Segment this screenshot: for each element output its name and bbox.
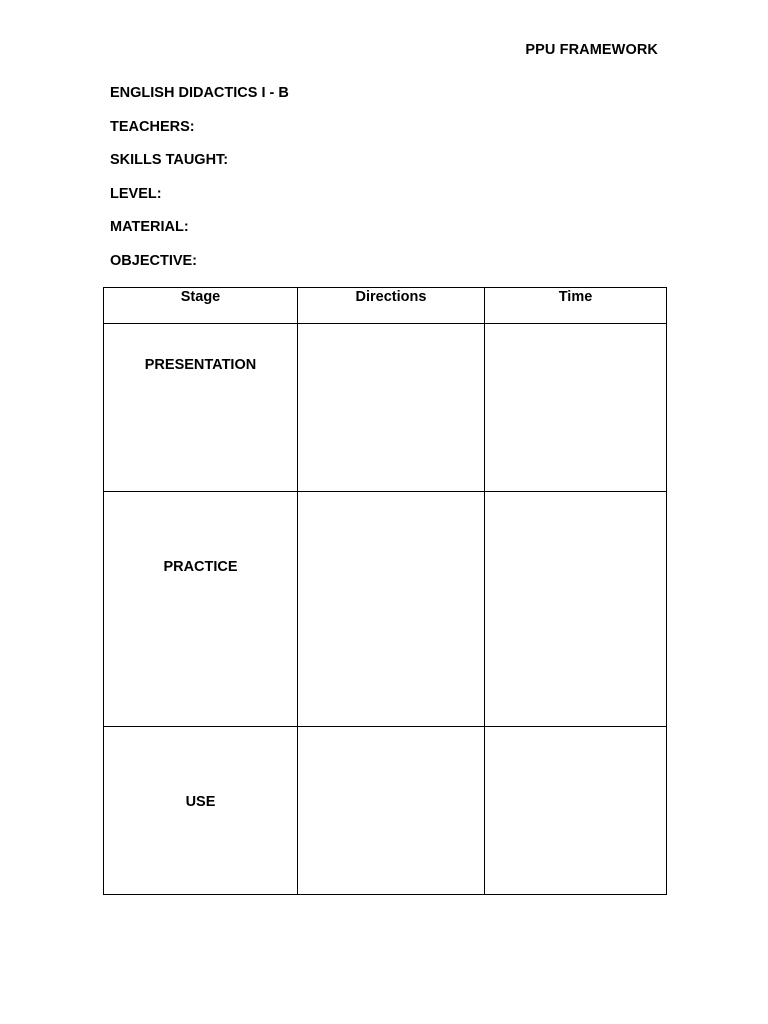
header-time: Time [485,288,667,324]
time-cell [485,492,667,727]
directions-cell [298,324,485,492]
course-title: ENGLISH DIDACTICS I - B [110,85,289,101]
time-cell [485,727,667,895]
material-field: MATERIAL: [110,219,189,236]
table-header-row [104,288,667,324]
table-row [104,727,667,895]
stage-cell [104,324,298,492]
stage-cell [104,727,298,895]
directions-cell [298,727,485,895]
stage-label-practice: PRACTICE [163,559,238,575]
header-directions: Directions [298,288,485,324]
stage-label-use: USE [185,794,216,810]
header-stage: Stage [104,288,298,324]
framework-title: PPU FRAMEWORK [525,42,658,58]
teachers-field: TEACHERS: [110,118,195,135]
directions-cell [298,492,485,727]
objective-field: OBJECTIVE: [110,252,198,269]
stage-cell [104,492,298,727]
table-row [104,324,667,492]
level-field: LEVEL: [110,185,162,202]
stage-label-presentation: PRESENTATION [144,357,257,373]
table-row [104,492,667,727]
skills-taught-field: SKILLS TAUGHT: [110,152,229,169]
time-cell [485,324,667,492]
lesson-info-fields [110,85,289,287]
ppu-stage-table [103,287,667,895]
